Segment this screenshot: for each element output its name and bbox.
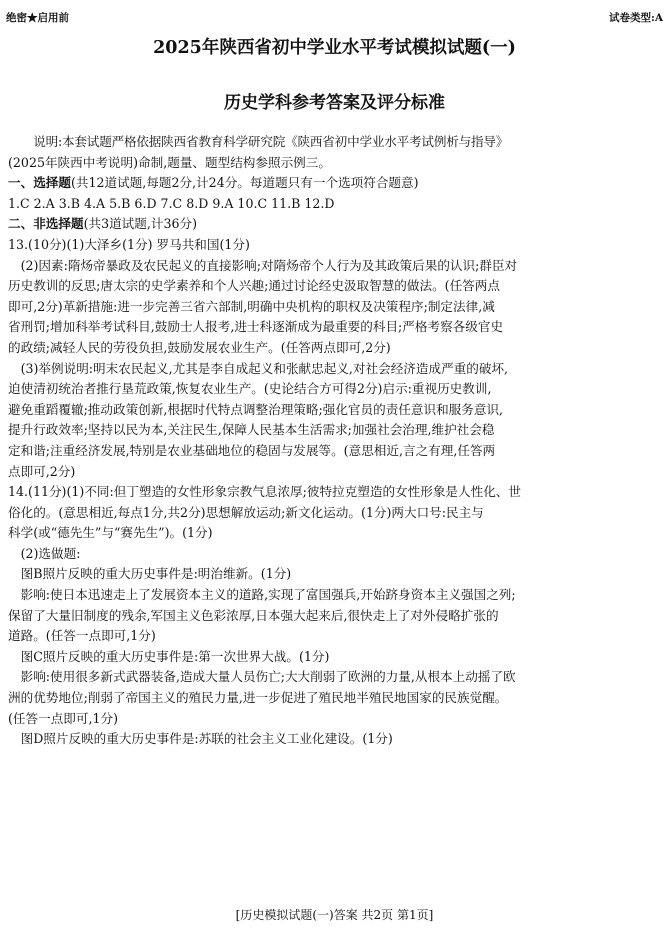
q14-line-9: 图C照片反映的重大历史事件是:第一次世界大战。(1分) bbox=[20, 648, 330, 664]
q14-line-7: 保留了大量旧制度的残余,军国主义色彩浓厚,日本强大起来后,很快走上了对外侵略扩张的 bbox=[8, 607, 499, 623]
q14-line-1: 14.(11分)(1)不同:但丁塑造的女性形象宗教气息浓厚;彼特拉克塑造的女性形象是人性化、世 bbox=[8, 484, 521, 500]
q13-line-3: 历史教训的反思;唐太宗的史学素养和个人兴趣;通过讨论经史汲取智慧的做法。(任答两点 bbox=[8, 278, 500, 294]
q14-line-13: 图D照片反映的重大历史事件是:苏联的社会主义工业化建设。(1分) bbox=[20, 731, 393, 747]
section2-desc: (共3道试题,计36分) bbox=[83, 216, 197, 232]
q13-line-9: 避免重蹈覆辙;推动政策创新,根据时代特点调整治理策略;强化官员的责任意识和服务意识, bbox=[8, 401, 504, 417]
note-line-1: 说明:本套试题严格依据陕西省教育科学研究院《陕西省初中学业水平考试例析与指导》 bbox=[33, 134, 509, 149]
q13-line-2: (2)因素:隋炀帝暴政及农民起义的直接影响;对隋炀帝个人行为及其政策后果的认识;群臣对 bbox=[20, 257, 518, 273]
page-title: 2025年陕西省初中学业水平考试模拟试题(一) bbox=[153, 38, 516, 58]
note-line-2: (2025年陕西中考说明)命制,题量、题型结构参照示例三。 bbox=[8, 154, 331, 170]
q13-line-4: 即可,2分)革新措施:进一步完善三省六部制,明确中央机构的职权及决策程序;制定法律,减 bbox=[8, 298, 495, 314]
q13-line-11: 定和谐;注重经济发展,特别是农业基础地位的稳固与发展等。(意思相近,言之有理,任答两 bbox=[8, 442, 496, 458]
page-subtitle: 历史学科参考答案及评分标准 bbox=[224, 93, 445, 113]
q13-line-1: 13.(10分)(1)大泽乡(1分) 罗马共和国(1分) bbox=[8, 236, 250, 252]
q14-line-5: 图B照片反映的重大历史事件是:明治维新。(1分) bbox=[20, 566, 292, 582]
q14-line-12: (任答一点即可,1分) bbox=[8, 710, 118, 726]
section1-line bbox=[8, 173, 658, 194]
answer-body bbox=[8, 132, 658, 750]
section1-desc: (共12道试题,每题2分,计24分。每道题只有一个选项符合题意) bbox=[70, 175, 419, 191]
section2-line bbox=[8, 214, 658, 235]
q13-line-7: (3)举例说明:明末农民起义,尤其是李自成起义和张献忠起义,对社会经济造成严重的破坏, bbox=[20, 360, 509, 376]
q14-line-10: 影响:使用很多新式武器装备,造成大量人员伤亡;大大削弱了欧洲的力量,从根本上动摇了欧 bbox=[20, 669, 516, 685]
section1-heading: 一、选择题 bbox=[8, 175, 71, 191]
paper-type-label: 试卷类型:A bbox=[608, 12, 663, 24]
q13-line-5: 省刑罚;增加科举考试科目,鼓励士人报考,进士科逐渐成为最重要的科目;严格考察各级官史 bbox=[8, 319, 504, 335]
q14-line-4: (2)选做题: bbox=[20, 545, 81, 561]
page-footer: [历史模拟试题(一)答案 共2页 第1页] bbox=[235, 908, 434, 922]
q13-line-8: 迫使清初统治者推行垦荒政策,恢复农业生产。(史论结合方可得2分)启示:重视历史教训, bbox=[8, 381, 492, 397]
q14-line-6: 影响:使日本迅速走上了发展资本主义的道路,实现了富国强兵,开始跻身资本主义强国之列; bbox=[20, 587, 516, 603]
q14-line-11: 洲的优势地位;削弱了帝国主义的殖民力量,进一步促进了殖民地半殖民地国家的民族觉醒。 bbox=[8, 690, 508, 706]
q13-line-10: 提升行政效率;坚持以民为本,关注民生,保障人民基本生活需求;加强社会治理,维护社会稳 bbox=[8, 422, 495, 438]
section2-heading: 二、非选择题 bbox=[8, 216, 84, 232]
q14-line-2: 俗化的。(意思相近,每点1分,共2分)思想解放运动;新文化运动。(1分)两大口号:民主与 bbox=[8, 504, 484, 520]
q13-line-6: 的政绩;减轻人民的劳役负担,鼓励发展农业生产。(任答两点即可,2分) bbox=[8, 339, 391, 355]
q13-line-12: 点即可,2分) bbox=[8, 463, 76, 479]
q14-line-3: 科学(或“德先生”与“赛先生”)。(1分) bbox=[8, 525, 213, 541]
q14-line-8: 道路。(任答一点即可,1分) bbox=[8, 628, 156, 644]
section1-answers: 1.C 2.A 3.B 4.A 5.B 6.D 7.C 8.D 9.A 10.C 11.B 12.D bbox=[8, 195, 335, 211]
confidential-label: 绝密★启用前 bbox=[6, 12, 69, 24]
